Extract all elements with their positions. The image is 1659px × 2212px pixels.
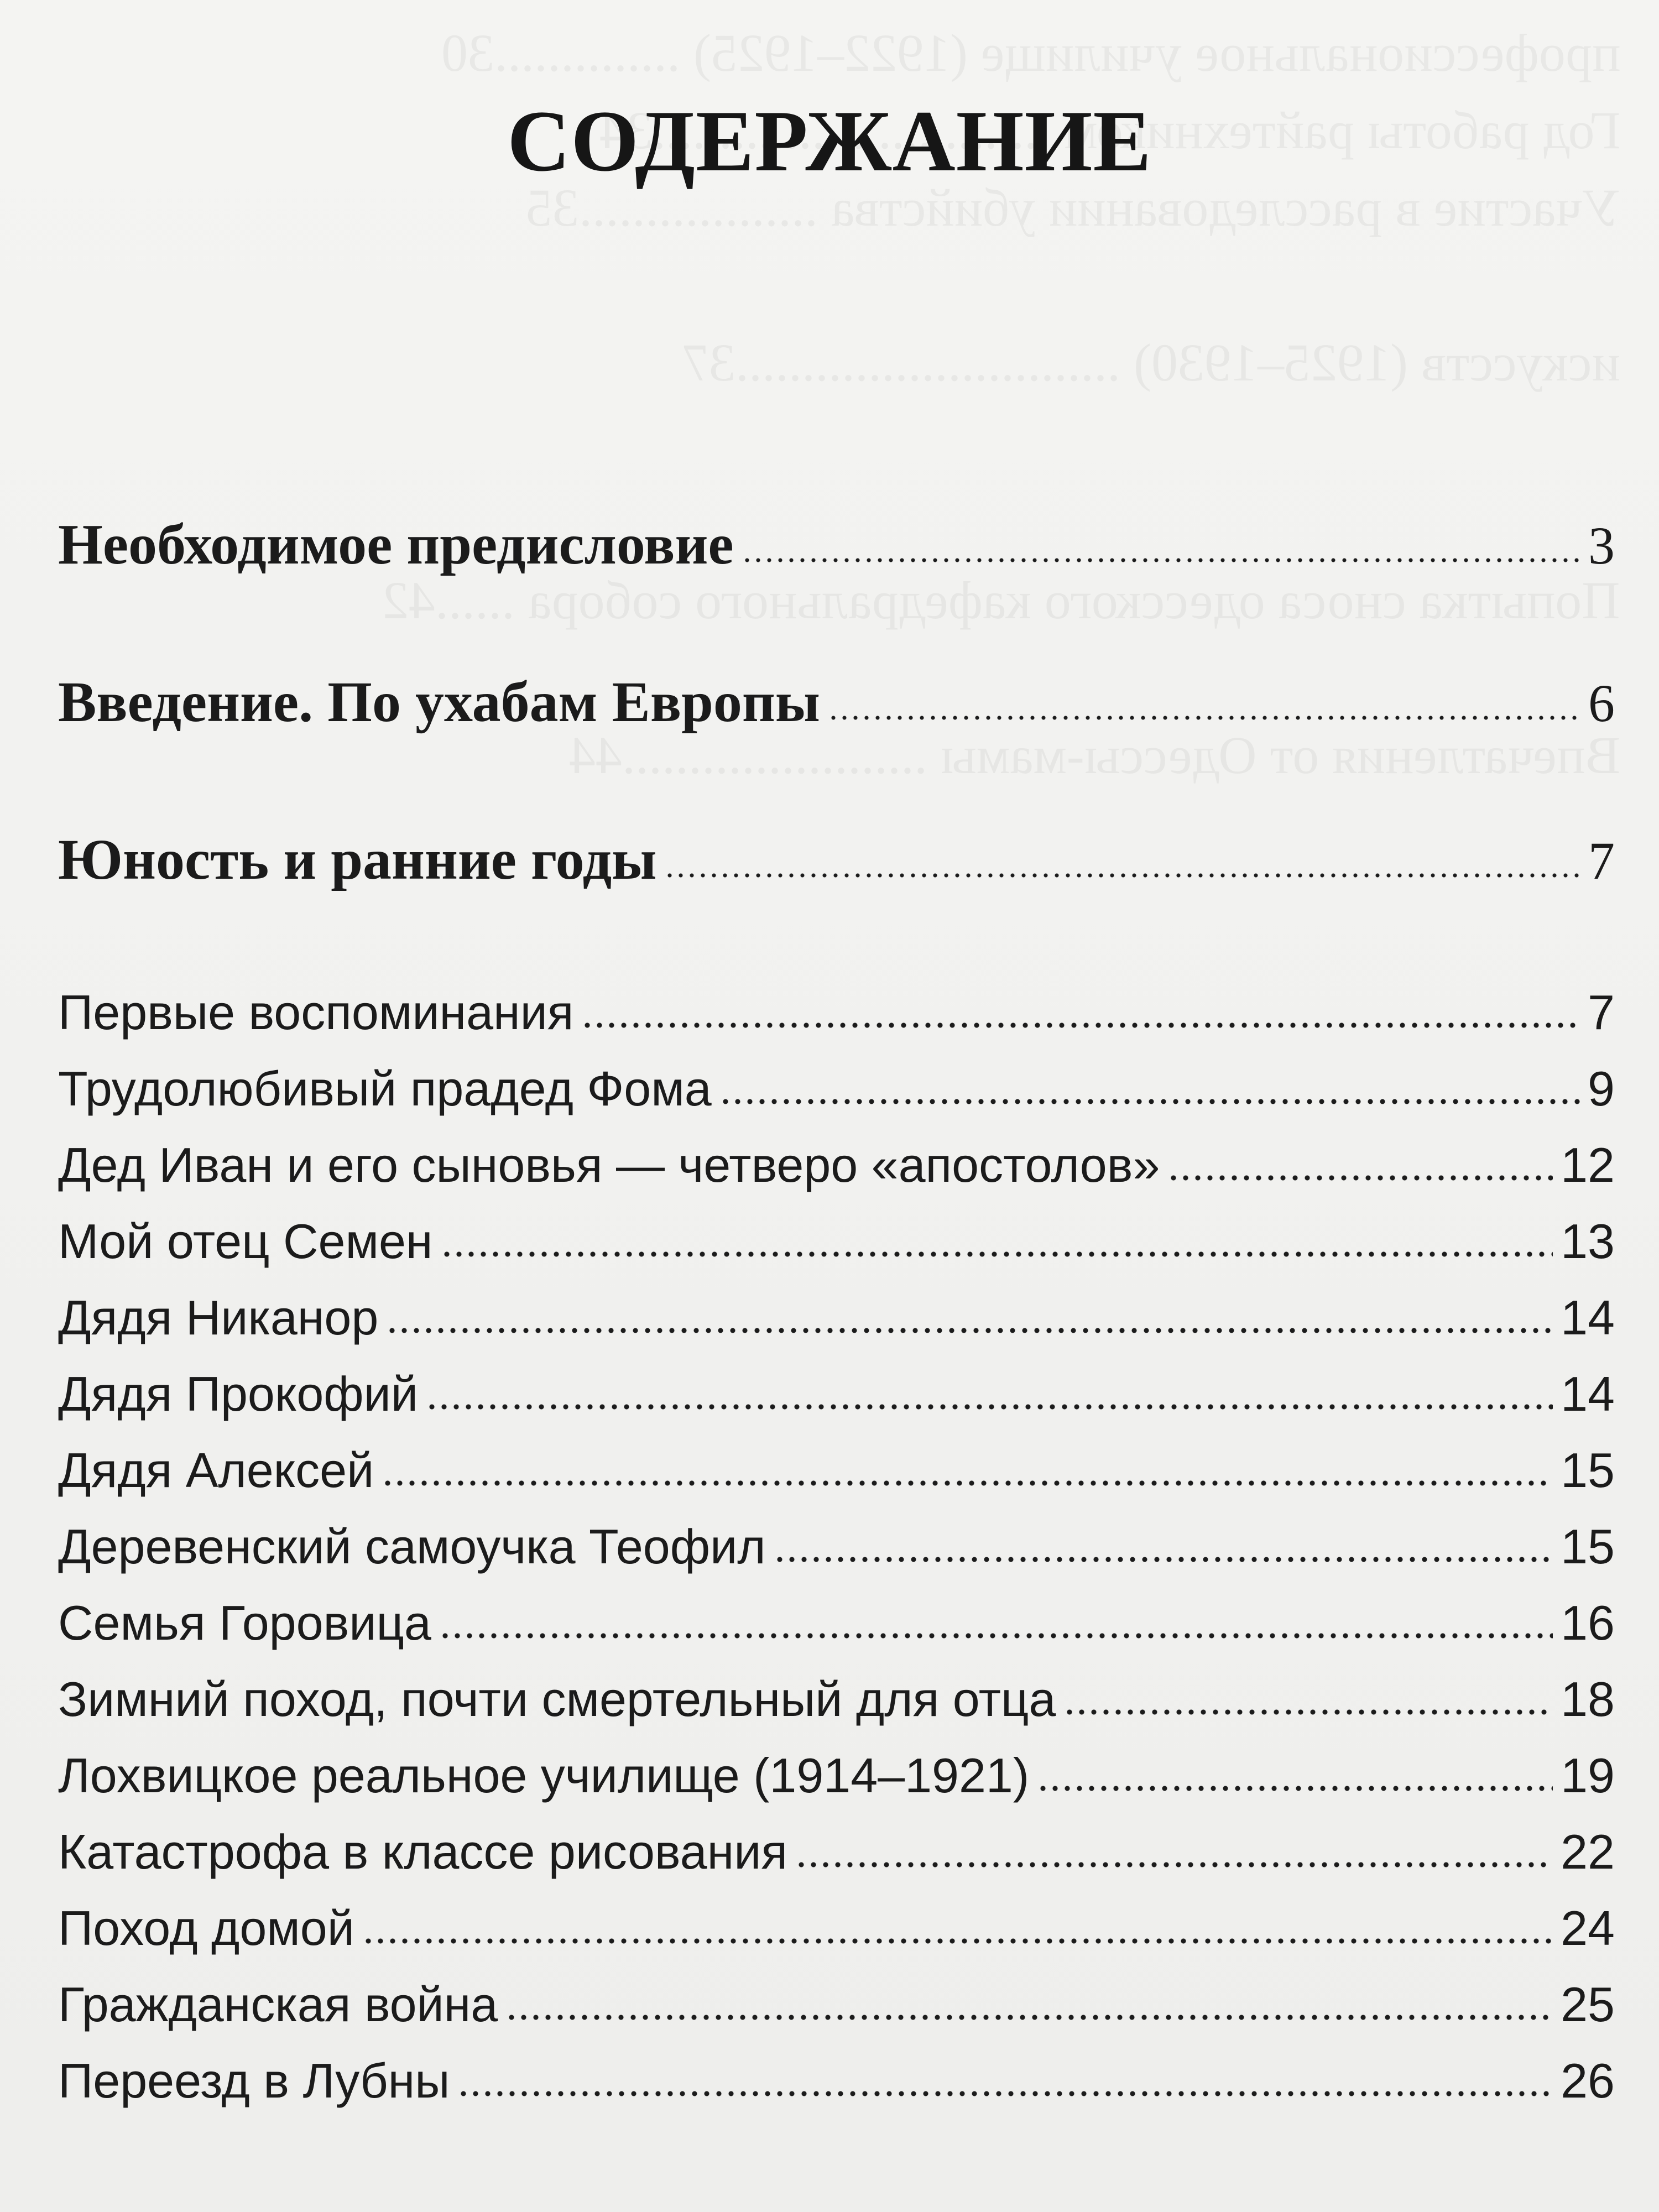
toc-page-number: 15 <box>1561 1443 1615 1498</box>
toc-entry-title: Мой отец Семен <box>58 1214 433 1269</box>
dot-leader <box>664 872 1580 879</box>
toc-entry[interactable] <box>58 1213 1615 1270</box>
toc-page-number: 7 <box>1588 985 1615 1040</box>
toc-page-number: 18 <box>1561 1672 1615 1726</box>
dot-leader <box>1167 1174 1553 1182</box>
toc-entry[interactable] <box>58 1976 1615 2033</box>
dot-leader <box>457 2090 1553 2098</box>
toc-entry-title: Зимний поход, почти смертельный для отца <box>58 1672 1056 1726</box>
toc-entry-title: Дядя Никанор <box>58 1290 379 1345</box>
bleed-through-text <box>682 332 1620 393</box>
toc-entry-title: Дядя Алексей <box>58 1443 374 1498</box>
toc-entry[interactable] <box>58 827 1615 893</box>
toc-entry-title: Катастрофа в классе рисования <box>58 1824 788 1879</box>
dot-leader <box>742 557 1580 564</box>
toc-entry[interactable] <box>58 1061 1615 1117</box>
toc-page-number: 14 <box>1561 1366 1615 1421</box>
toc-page-number: 6 <box>1588 674 1615 733</box>
page-title: СОДЕРЖАНИЕ <box>507 93 1152 190</box>
toc-entry[interactable] <box>58 1671 1615 1728</box>
toc-entry-title: Юность и ранние годы <box>58 828 657 891</box>
toc-page-number: 7 <box>1588 831 1615 890</box>
dot-leader <box>441 1250 1553 1258</box>
dot-leader <box>426 1403 1553 1411</box>
toc-entry[interactable] <box>58 1595 1615 1651</box>
toc-entry[interactable] <box>58 669 1615 735</box>
dot-leader <box>719 1098 1580 1105</box>
dot-leader <box>382 1479 1553 1487</box>
toc-entry-title: Первые воспоминания <box>58 985 574 1040</box>
dot-leader <box>439 1632 1553 1640</box>
toc-entry[interactable] <box>58 1137 1615 1193</box>
toc-entry[interactable] <box>58 1290 1615 1346</box>
dot-leader <box>505 2013 1553 2021</box>
dot-leader <box>581 1021 1580 1029</box>
toc-entry-title: Лохвицкое реальное училище (1914–1921) <box>58 1748 1030 1803</box>
toc-entry[interactable] <box>58 1747 1615 1804</box>
toc-page-number: 14 <box>1561 1290 1615 1345</box>
dot-leader <box>774 1556 1553 1563</box>
toc-page-number: 16 <box>1561 1595 1615 1650</box>
toc-page-number: 22 <box>1561 1824 1615 1879</box>
toc-entry-title: Введение. По ухабам Европы <box>58 670 820 734</box>
dot-leader <box>795 1861 1553 1869</box>
toc-entry-title: Семья Горовица <box>58 1595 431 1650</box>
toc-entry-title: Трудолюбивый прадед Фома <box>58 1061 712 1116</box>
toc-entry-title: Переезд в Лубны <box>58 2053 450 2108</box>
toc-page-number: 26 <box>1561 2053 1615 2108</box>
toc-page-number: 24 <box>1561 1901 1615 1955</box>
toc-entry-title: Дядя Прокофий <box>58 1366 418 1421</box>
toc-entry[interactable] <box>58 984 1615 1041</box>
toc-entry[interactable] <box>58 512 1615 577</box>
toc-entry[interactable] <box>58 1442 1615 1499</box>
dot-leader <box>386 1327 1553 1334</box>
toc-entry-title: Поход домой <box>58 1901 354 1955</box>
toc-page-number: 19 <box>1561 1748 1615 1803</box>
toc-entry[interactable] <box>58 1519 1615 1575</box>
toc-entry[interactable] <box>58 1900 1615 1957</box>
bleed-through-text <box>382 570 1620 631</box>
toc-entry-title: Гражданская война <box>58 1977 498 2032</box>
toc-entry[interactable] <box>58 1824 1615 1880</box>
dot-leader <box>828 714 1580 721</box>
toc-page-number: 9 <box>1588 1061 1615 1116</box>
toc-entry-title: Необходимое предисловие <box>58 513 734 576</box>
toc-page-number: 12 <box>1561 1138 1615 1192</box>
toc-page-number: 13 <box>1561 1214 1615 1269</box>
toc-entry[interactable] <box>58 1366 1615 1422</box>
toc-page-number: 25 <box>1561 1977 1615 2032</box>
toc-entry[interactable] <box>58 2053 1615 2109</box>
dot-leader <box>1037 1785 1553 1792</box>
toc-entry-title: Деревенский самоучка Теофил <box>58 1519 766 1574</box>
toc-page-number: 15 <box>1561 1519 1615 1574</box>
toc-page-number: 3 <box>1588 516 1615 575</box>
toc-entry-title: Дед Иван и его сыновья — четверо «апостолов» <box>58 1138 1160 1192</box>
bleed-through-text <box>441 22 1620 84</box>
dot-leader <box>362 1937 1553 1945</box>
dot-leader <box>1063 1708 1553 1716</box>
